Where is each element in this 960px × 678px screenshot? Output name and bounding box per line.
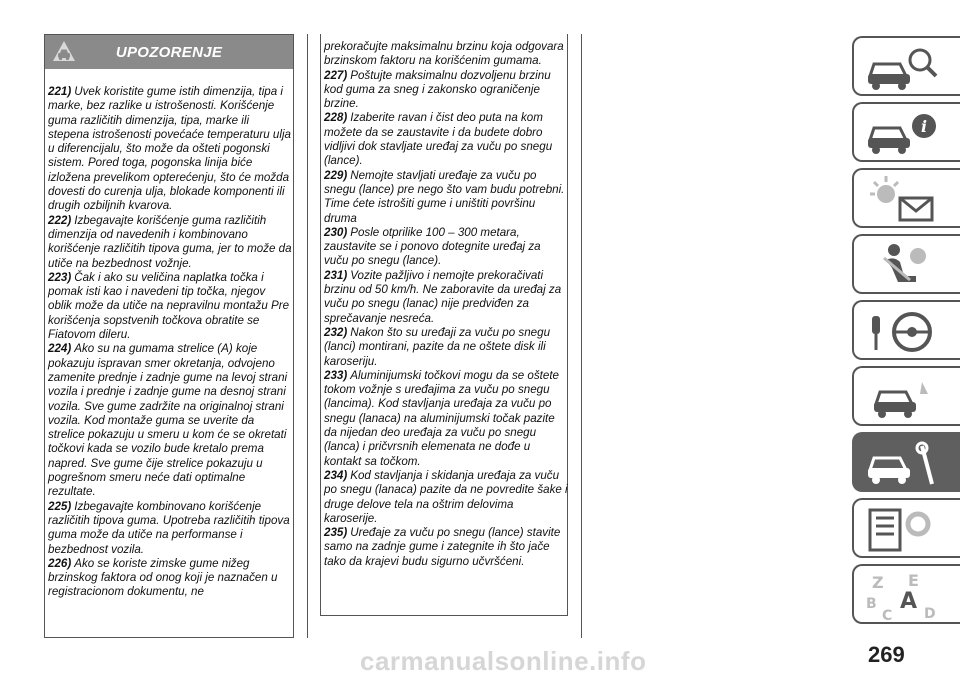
warning-item-234: 234) Kod stavljanja i skidanja uređaja za vuču po snegu (lanaca) pazite da ne povredite šake i druge delove tela na oštrim delovima karoserije. [324, 468, 568, 525]
warning-item-235: 235) Uređaje za vuču po snegu (lance) stavite samo na zadnje gume i zategnite ih što jače tako da krajevi budu sigurno učvršćeni. [324, 526, 561, 568]
warning-header [45, 35, 293, 69]
tab-alphabet-index[interactable] [852, 564, 960, 624]
tab-warning-lights[interactable] [852, 168, 960, 228]
right-column [324, 40, 568, 569]
warning-item-232: 232) Nakon što su uređaji za vuču po snegu (lanci) montirani, pazite da ne oštete disk ili karoseriju. [324, 325, 551, 368]
column-divider-left [307, 34, 308, 638]
svg-text:i: i [920, 117, 928, 136]
tab-steering-key[interactable] [852, 300, 960, 360]
left-column [48, 85, 292, 600]
tab-car-info[interactable] [852, 102, 960, 162]
alphabet-index-icon [864, 570, 944, 622]
warning-item-231: 231) Vozite pažljivo i nemojte prekoračivati brzinu od 50 km/h. Ne zaboravite da uređaj za vuču po snegu (lanac) nije predviđen za sprečavanje nesreća. [324, 268, 562, 325]
svg-text:A: A [900, 589, 918, 614]
warning-item-230: 230) Posle otprilike 100 – 300 metara, zaustavite se i ponovo dotegnite uređaj za vuču po snegu (lance). [324, 225, 541, 268]
warning-item-228: 228) Izaberite ravan i čist deo puta na kom možete da se zaustavite i da budete dobro vidljivi dok stavljate uređaj za vuču po snegu (lance). [324, 111, 553, 168]
warning-item-226: 226) Ako se koriste zimske gume nižeg brzinskog faktora od onog koji je naznačen u registracionom dokumentu, ne [48, 556, 278, 599]
warning-item-222: 222) Izbegavajte korišćenje guma različitih dimenzija od navedenih i kombinovano korišćenje različitih tipova guma, jer to može da utiče na bezbednost vožnje. [48, 213, 292, 270]
svg-text:E: E [908, 571, 919, 590]
car-emergency-icon [864, 372, 944, 424]
svg-text:Z: Z [872, 573, 884, 592]
warning-item-221: 221) Uvek koristite gume istih dimenzija, tipa i marke, bez razlike u istrošenosti. Korišćenje guma različitih dimenzija, tipa, marke ili stepena istrošenosti povećaće temperaturu ulja u diferencijalu, što može da ošteti pogonski sistem. Pored toga, pogonska linija biće izložena prevelikom opterećenju, što će možda dovesti do curenja ulja, blokade komponenti ili drugih ozbiljnih kvarova. [48, 85, 291, 213]
tab-car-wrench[interactable] [852, 432, 960, 492]
svg-text:C: C [882, 608, 893, 622]
checklist-gear-icon [864, 504, 944, 556]
svg-text:D: D [924, 606, 936, 622]
tab-seat-airbag[interactable] [852, 234, 960, 294]
warning-item-223: 223) Čak i ako su veličina naplatka točka i pomak isti kao i navedeni tip točka, njegov oblik može da utiče na nepravilnu montažu Pre korišćenja sopstvenih točkova obratite se Fiatovom dileru. [48, 270, 290, 342]
warning-continued: prekoračujte maksimalnu brzinu koja odgovara brzinskom faktoru na korišćenim gumama. [324, 40, 564, 68]
warning-item-225: 225) Izbegavajte kombinovano korišćenje različitih tipova guma. Upotreba različitih tipova guma može da utiče na performanse i bezbednost vozila. [48, 499, 290, 556]
warning-title: UPOZORENJE [115, 43, 223, 61]
car-warning-icon [51, 39, 77, 65]
warning-item-229: 229) Nemojte stavljati uređaje za vuču po snegu (lance) pre nego što vam budu potrebni. Time ćete istrošiti gume i uništiti površinu druma [324, 168, 565, 225]
svg-text:B: B [866, 596, 877, 612]
car-wrench-icon [864, 438, 944, 490]
warning-item-227: 227) Poštujte maksimalnu dozvoljenu brzinu kod guma za sneg i zakonsko ograničenje brzine. [324, 68, 551, 111]
tab-car-search[interactable] [852, 36, 960, 96]
column-divider-right [581, 34, 582, 638]
warning-item-233: 233) Aluminijumski točkovi mogu da se oštete tokom vožnje s uređajima za vuču po snegu (lancima). Kod stavljanja uređaja za vuču po snegu (lanaca) na aluminijumski točak pazite da nijedan deo uređaja za vuču po snegu (lanca) i pričvrsnih elemenata ne dođe u kontakt sa točkom. [324, 368, 559, 468]
page-number: 269 [868, 642, 905, 667]
steering-wheel-key-icon [864, 306, 944, 358]
warning-lights-message-icon [864, 174, 944, 226]
warning-item-224: 224) Ako su na gumama strelice (A) koje pokazuju ispravan smer okretanja, odvojeno zamenite prednje i zadnje gume na levoj strani vozila i prednje i zadnje gume na desnoj strani vozila. Sve gume zadržite na originalnoj strani vozila. Kod montaže guma se uverite da strelice pokazuju u smeru u kom će se okretati točkovi kada se vozilo bude kretalo prema napred. Sve gume čije strelice pokazuju u pogrešnom smeru neće dati optimalne rezultate. [48, 342, 288, 499]
tab-car-emergency[interactable] [852, 366, 960, 426]
seat-airbag-icon [864, 240, 944, 292]
car-search-icon [864, 42, 944, 94]
watermark: carmanualsonline.info [360, 646, 647, 676]
tab-checklist[interactable] [852, 498, 960, 558]
car-info-icon [864, 108, 944, 160]
